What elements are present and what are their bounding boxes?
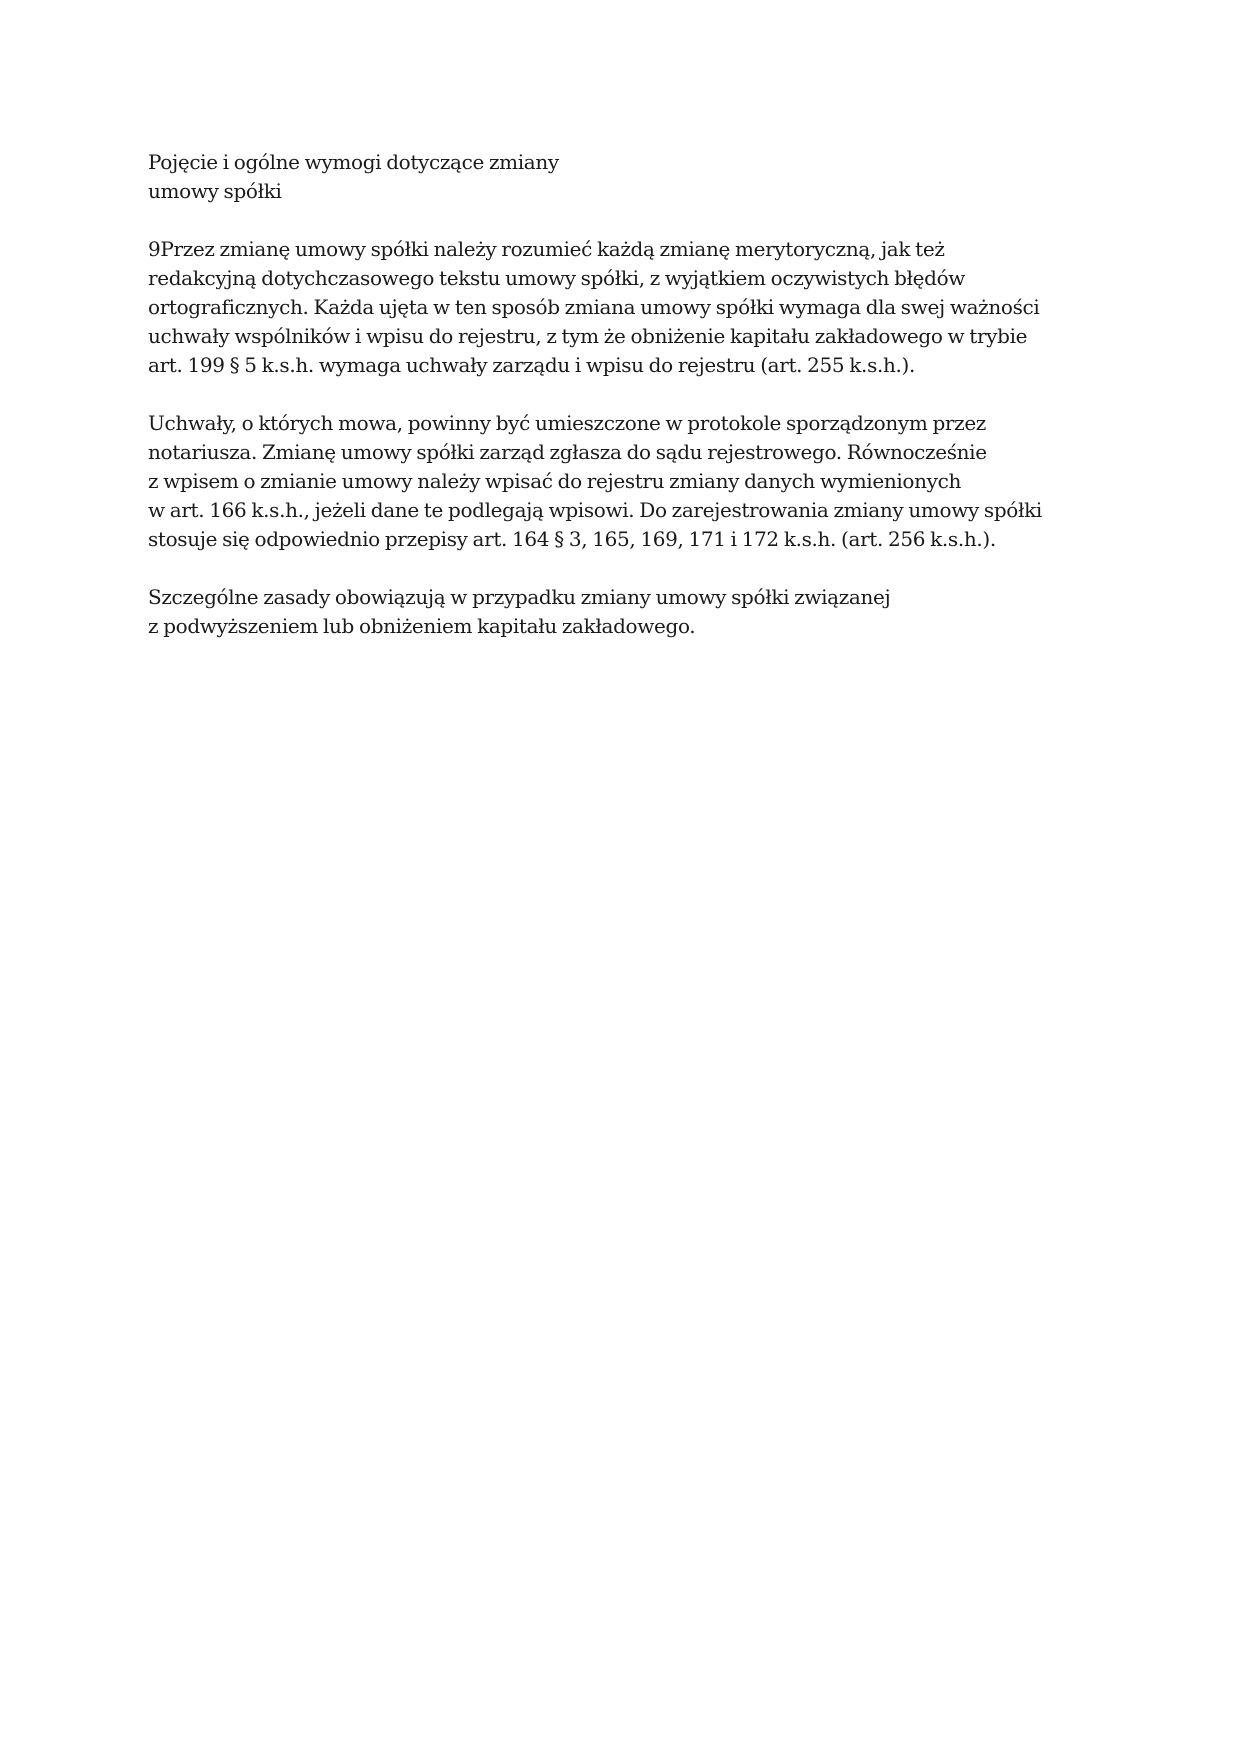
document-body: [148, 148, 1108, 670]
title-line: Pojęcie i ogólne wymogi dotyczące zmiany: [148, 150, 559, 174]
paragraph-line: redakcyjną dotychczasowego tekstu umowy spółki, z wyjątkiem oczywistych błędów: [148, 266, 966, 290]
paragraph-special-rules: [148, 583, 1108, 641]
paragraph-resolutions: [148, 409, 1108, 554]
paragraph-line: z podwyższeniem lub obniżeniem kapitału zakładowego.: [148, 614, 696, 638]
title-line: umowy spółki: [148, 179, 282, 203]
paragraph-definition: [148, 235, 1108, 380]
paragraph-line: ortograficznych. Każda ujęta w ten sposób zmiana umowy spółki wymaga dla swej ważności: [148, 295, 1040, 319]
paragraph-line: Uchwały, o których mowa, powinny być umieszczone w protokole sporządzonym przez: [148, 411, 986, 435]
paragraph-line: w art. 166 k.s.h., jeżeli dane te podlegają wpisowi. Do zarejestrowania zmiany umowy spółki: [148, 498, 1042, 522]
paragraph-line: art. 199 § 5 k.s.h. wymaga uchwały zarządu i wpisu do rejestru (art. 255 k.s.h.).: [148, 353, 915, 377]
paragraph-line: Szczególne zasady obowiązują w przypadku zmiany umowy spółki związanej: [148, 585, 891, 609]
paragraph-line: z wpisem o zmianie umowy należy wpisać do rejestru zmiany danych wymienionych: [148, 469, 961, 493]
paragraph-line: notariusza. Zmianę umowy spółki zarząd zgłasza do sądu rejestrowego. Równocześnie: [148, 440, 987, 464]
paragraph-line: stosuje się odpowiednio przepisy art. 164 § 3, 165, 169, 171 i 172 k.s.h. (art. 256 k.s.h.).: [148, 527, 996, 551]
document-title: [148, 148, 1108, 206]
paragraph-line: 9Przez zmianę umowy spółki należy rozumieć każdą zmianę merytoryczną, jak też: [148, 237, 945, 261]
paragraph-line: uchwały wspólników i wpisu do rejestru, z tym że obniżenie kapitału zakładowego w trybie: [148, 324, 1028, 348]
